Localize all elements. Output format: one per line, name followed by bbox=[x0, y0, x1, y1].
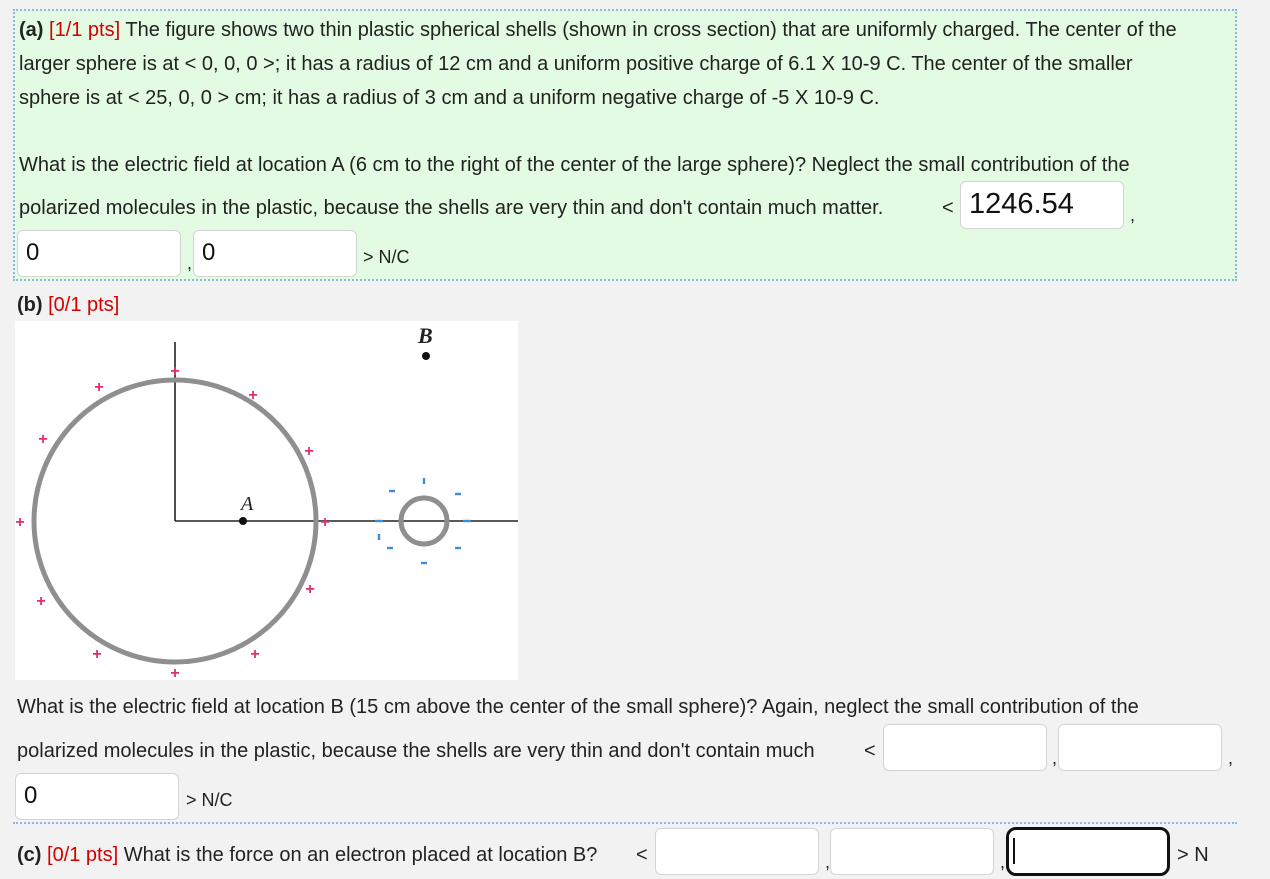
part-c-unit: > N bbox=[1177, 844, 1209, 866]
part-a-z-input[interactable]: 0 bbox=[193, 230, 357, 277]
label-b: B bbox=[418, 323, 433, 348]
part-c-x-input[interactable] bbox=[655, 828, 819, 875]
text-caret bbox=[1013, 838, 1015, 864]
shells-figure bbox=[15, 321, 518, 680]
part-b-question2: polarized molecules in the plastic, because the shells are very thin and don't contain much bbox=[17, 740, 815, 762]
part-b-points: [0/1 pts] bbox=[48, 294, 120, 316]
shells-diagram bbox=[15, 321, 518, 680]
part-c-label: (c) bbox=[17, 844, 42, 866]
part-b-unit: > N/C bbox=[186, 790, 233, 810]
plus-sign: + bbox=[94, 379, 104, 396]
part-b-open-bracket: < bbox=[864, 740, 876, 762]
part-b-z-input[interactable]: 0 bbox=[15, 773, 179, 820]
part-a-y-input[interactable]: 0 bbox=[17, 230, 181, 277]
part-a-line1 bbox=[19, 18, 1177, 42]
part-a-unit: > N/C bbox=[363, 247, 410, 267]
label-a: A bbox=[241, 493, 254, 515]
part-b-comma: , bbox=[1228, 748, 1234, 768]
plus-sign: + bbox=[92, 646, 102, 663]
part-a-line2: larger sphere is at < 0, 0, 0 >; it has a radius of 12 cm and a uniform positive charge of 6.1 X 10-9 C. The center of the smaller bbox=[19, 53, 1133, 75]
part-c-comma: , bbox=[1000, 852, 1006, 872]
part-a-points: [1/1 pts] bbox=[49, 19, 121, 41]
part-b-question1: What is the electric field at location B (15 cm above the center of the small sphere)? Again, neglect the small contribution of the bbox=[17, 696, 1139, 718]
part-c-open-bracket: < bbox=[636, 844, 648, 866]
part-c-points: [0/1 pts] bbox=[47, 844, 119, 866]
part-a-open-bracket: < bbox=[942, 197, 954, 219]
part-c-y-input[interactable] bbox=[830, 828, 994, 875]
part-a-label: (a) bbox=[19, 19, 44, 41]
part-b-x-input[interactable] bbox=[883, 724, 1047, 771]
plus-sign: + bbox=[170, 665, 180, 680]
part-c-z-input[interactable] bbox=[1006, 827, 1170, 876]
plus-sign: + bbox=[248, 387, 258, 404]
part-a-text1: The figure shows two thin plastic spherical shells (shown in cross section) that are uniformly charged. The center of the bbox=[125, 19, 1177, 41]
plus-sign: + bbox=[38, 431, 48, 448]
plus-sign: + bbox=[15, 514, 25, 531]
plus-sign: + bbox=[36, 593, 46, 610]
plus-sign: + bbox=[304, 443, 314, 460]
part-b-comma: , bbox=[1052, 748, 1058, 768]
part-a-question1: What is the electric field at location A (6 cm to the right of the center of the large sphere)? Neglect the small contribution of the bbox=[19, 154, 1130, 176]
plus-sign: + bbox=[250, 646, 260, 663]
part-b-label: (b) bbox=[17, 294, 43, 316]
part-c-comma: , bbox=[825, 852, 831, 872]
plus-sign: + bbox=[170, 363, 180, 380]
part-c-line bbox=[17, 843, 597, 867]
point-b bbox=[422, 352, 430, 360]
part-a-question2: polarized molecules in the plastic, because the shells are very thin and don't contain much matter. bbox=[19, 197, 884, 219]
part-a-line3: sphere is at < 25, 0, 0 > cm; it has a radius of 3 cm and a uniform negative charge of -5 X 10-9 C. bbox=[19, 87, 880, 109]
plus-sign: + bbox=[305, 581, 315, 598]
part-a-comma: , bbox=[187, 253, 193, 273]
part-c-question: What is the force on an electron placed at location B? bbox=[123, 844, 598, 866]
part-b-heading bbox=[17, 293, 119, 317]
part-a-comma: , bbox=[1130, 205, 1136, 225]
part-c-separator bbox=[13, 822, 1237, 824]
part-b-y-input[interactable] bbox=[1058, 724, 1222, 771]
point-a bbox=[239, 517, 247, 525]
part-a-x-input[interactable]: 1246.54 bbox=[960, 181, 1124, 229]
plus-sign: + bbox=[320, 514, 330, 531]
